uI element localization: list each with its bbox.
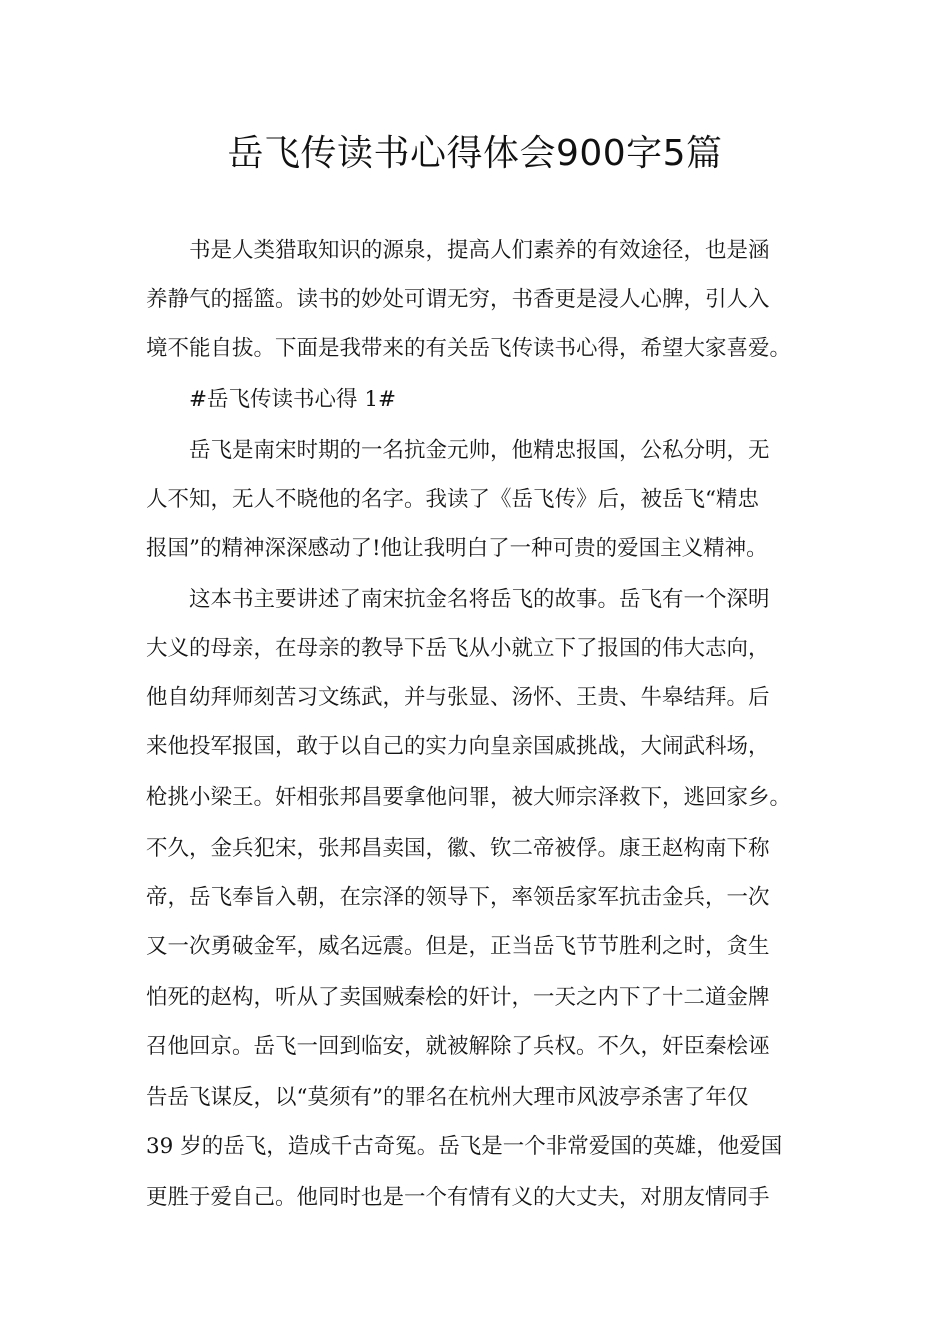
section-heading: #岳飞传读书心得 1#	[189, 387, 397, 412]
text-line: 岳飞是南宋时期的一名抗金元帅，他精忠报国，公私分明，无	[189, 438, 770, 463]
text-line: 大义的母亲，在母亲的教导下岳飞从小就立下了报国的伟大志向，	[146, 636, 770, 661]
text-line: 境不能自拔。下面是我带来的有关岳飞传读书心得，希望大家喜爱。	[146, 336, 792, 361]
text-line: 来他投军报国，敢于以自己的实力向皇亲国戚挑战，大闹武科场，	[146, 734, 770, 759]
text-line: 枪挑小梁王。奸相张邦昌要拿他问罪，被大师宗泽救下，逃回家乡。	[146, 785, 792, 810]
text-line: 更胜于爱自己。他同时也是一个有情有义的大丈夫，对朋友情同手	[146, 1185, 770, 1210]
text-line: 召他回京。岳飞一回到临安，就被解除了兵权。不久，奸臣秦桧诬	[146, 1034, 770, 1059]
text-line: 39 岁的岳飞，造成千古奇冤。岳飞是一个非常爱国的英雄，他爱国	[146, 1134, 783, 1159]
text-line: 人不知，无人不晓他的名字。我读了《岳飞传》后，被岳飞“精忠	[146, 487, 759, 512]
text-line: 报国”的精神深深感动了!他让我明白了一种可贵的爱国主义精神。	[146, 536, 768, 561]
text-line: 帝，岳飞奉旨入朝，在宗泽的领导下，率领岳家军抗击金兵，一次	[146, 885, 770, 910]
text-line: 告岳飞谋反，以“莫须有”的罪名在杭州大理市风波亭杀害了年仅	[146, 1085, 749, 1110]
document-title: 岳飞传读书心得体会900字5篇	[227, 133, 723, 174]
text-line: 不久，金兵犯宋，张邦昌卖国，徽、钦二帝被俘。康王赵构南下称	[146, 836, 770, 861]
text-line: 书是人类猎取知识的源泉，提高人们素养的有效途径，也是涵	[189, 238, 770, 263]
text-line: 养静气的摇篮。读书的妙处可谓无穷，书香更是浸人心脾，引人入	[146, 287, 770, 312]
text-line: 这本书主要讲述了南宋抗金名将岳飞的故事。岳飞有一个深明	[189, 587, 770, 612]
text-line: 怕死的赵构，听从了卖国贼秦桧的奸计，一天之内下了十二道金牌	[146, 985, 770, 1010]
text-line: 他自幼拜师刻苦习文练武，并与张显、汤怀、王贵、牛皋结拜。后	[146, 685, 770, 710]
text-line: 又一次勇破金军，威名远震。但是，正当岳飞节节胜利之时，贪生	[146, 934, 770, 959]
